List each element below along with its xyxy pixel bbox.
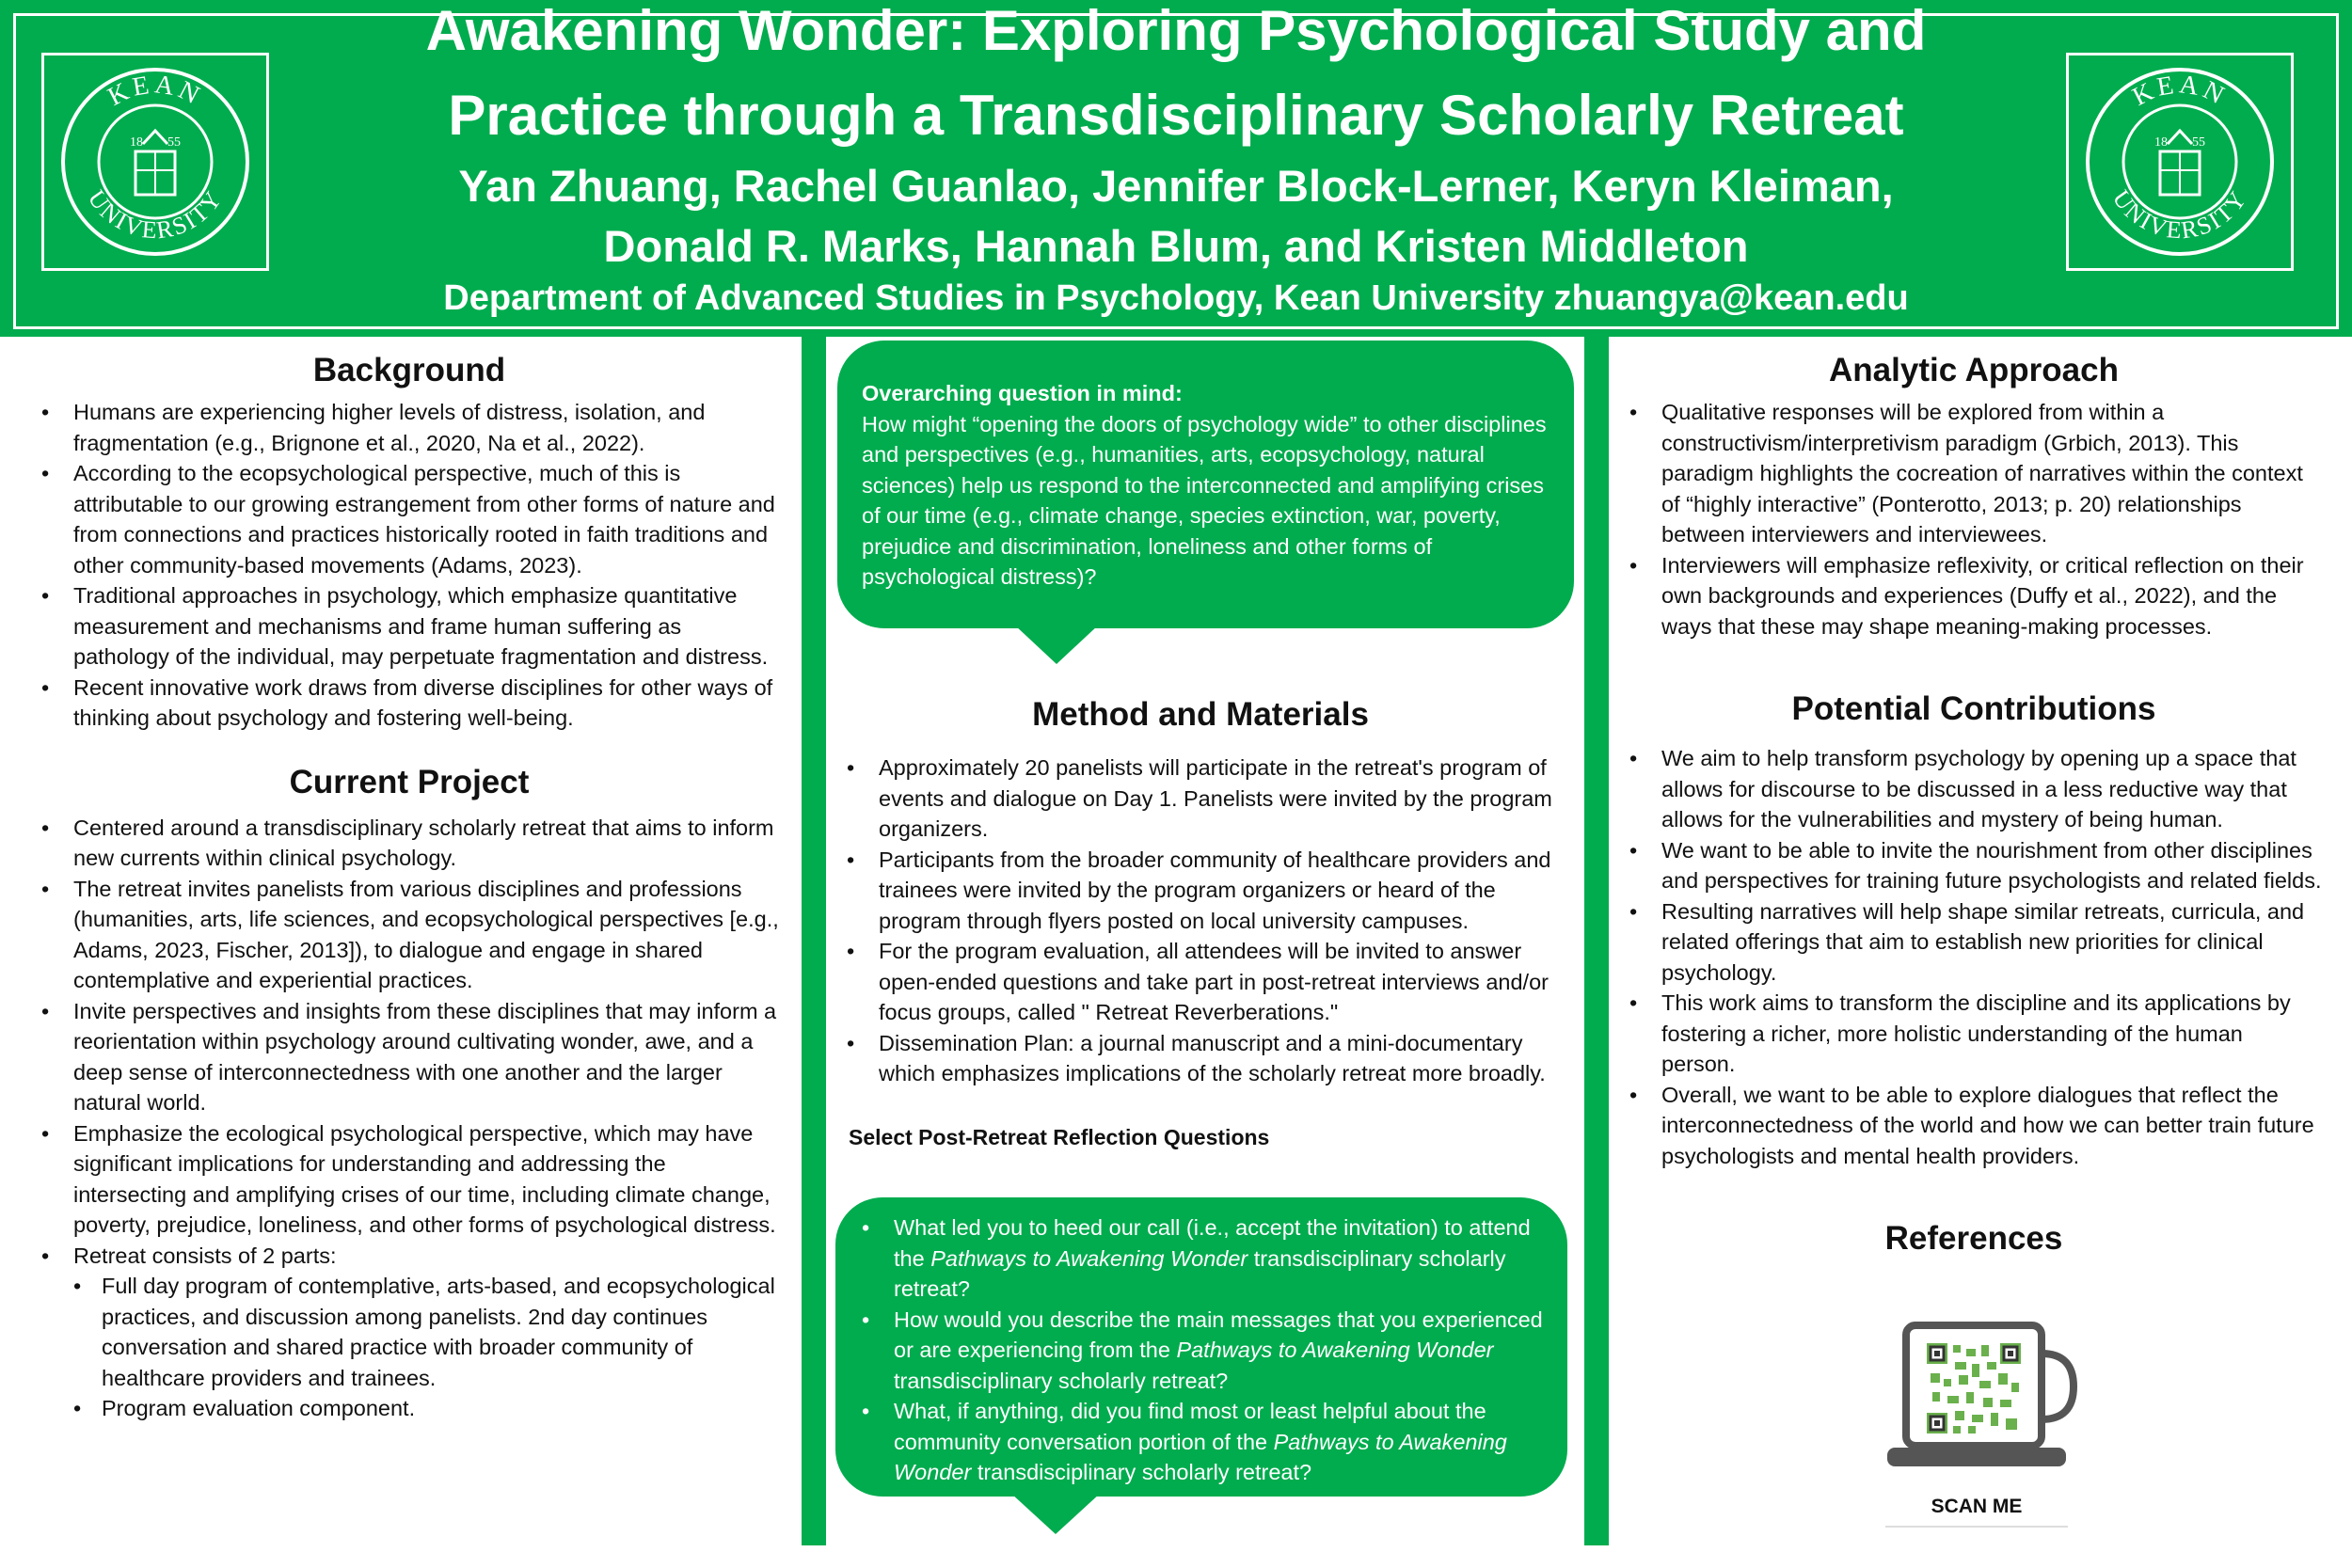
current-project-heading: Current Project bbox=[289, 763, 530, 800]
reflection-question bbox=[858, 1212, 1545, 1305]
seal-text-bottom: UNIVERSITY bbox=[2106, 184, 2253, 245]
seal-text-top: KEAN bbox=[2127, 70, 2233, 112]
list-item: • Overall, we want to be able to explore dialogues that reflect the interconnectedness of the world and how we can better train future psychologists and mental health providers. bbox=[1626, 1080, 2322, 1172]
reflection-questions-bubble bbox=[835, 1197, 1567, 1497]
q1-italic: Pathways to Awakening Wonder bbox=[930, 1245, 1248, 1271]
question-label: Overarching question in mind: bbox=[862, 381, 1183, 405]
seal-year-left: 18 bbox=[130, 135, 143, 150]
seal-emblem-icon bbox=[2083, 65, 2277, 259]
list-item: • For the program evaluation, all attendees will be invited to answer open-ended questions and take part in post-retreat interviews and/or focus groups, called " Retreat Reverberations." bbox=[843, 936, 1558, 1028]
authors-line-2: Donald R. Marks, Hannah Blum, and Kristen Middleton bbox=[603, 221, 1749, 271]
seal-year-right: 55 bbox=[167, 135, 181, 150]
scan-me-label: SCAN ME bbox=[1931, 1496, 2023, 1517]
list-item: • Retreat consists of 2 parts: bbox=[38, 1241, 781, 1272]
sub-list-item: • Full day program of contemplative, arts-based, and ecopsychological practices, and discussion among panelists. 2nd day continues conversation and shared practice with broader community of healthcare providers and trainees. bbox=[70, 1271, 781, 1393]
q2-text: How would you describe the main messages that you experienced or are experiencing from the bbox=[894, 1307, 1543, 1362]
current-project-list bbox=[38, 813, 781, 1272]
references-heading: References bbox=[1884, 1220, 2063, 1257]
q2-text-end: transdisciplinary scholarly retreat? bbox=[894, 1368, 1229, 1393]
qr-mug-icon bbox=[1885, 1321, 2083, 1476]
overarching-question-bubble bbox=[837, 341, 1574, 628]
scan-me-underline bbox=[1885, 1526, 2068, 1528]
sub-list-item: • Program evaluation component. bbox=[70, 1393, 781, 1424]
method-list bbox=[843, 752, 1558, 1089]
reflection-heading: Select Post-Retreat Reflection Questions bbox=[849, 1124, 1270, 1149]
seal-emblem-icon bbox=[58, 65, 252, 259]
list-item: • Centered around a transdisciplinary scholarly retreat that aims to inform new currents within clinical psychology. bbox=[38, 813, 781, 874]
q3-italic: Pathways to Awakening Wonder bbox=[894, 1429, 1507, 1484]
reflection-question-list bbox=[858, 1212, 1545, 1488]
list-item: • This work aims to transform the discipline and its applications by fostering a richer, more holistic understanding of the human person. bbox=[1626, 988, 2322, 1080]
analytic-heading: Analytic Approach bbox=[1829, 352, 2119, 388]
reflection-question bbox=[858, 1305, 1545, 1397]
background-list bbox=[38, 397, 781, 734]
contributions-heading: Potential Contributions bbox=[1791, 690, 2156, 727]
list-item: • The retreat invites panelists from various disciplines and professions (humanities, arts, life sciences, and ecopsychological perspectives [e.g., Adams, 2023, Fischer, 2013]), to dialogue and engage in shared contemplative and experiential practices. bbox=[38, 874, 781, 996]
seal-text-top: KEAN bbox=[103, 70, 208, 112]
department-affiliation: Department of Advanced Studies in Psychology, Kean University zhuangya@kean.edu bbox=[443, 278, 1909, 318]
question-text: How might “opening the doors of psychology wide” to other disciplines and perspectives (e.g., humanities, arts, ecopsychology, natural sciences) help us respond to the interconnected and amplifying crises of our time (e.g., climate change, species extinction, war, poverty, prejudice and discrimination, loneliness and other forms of psychological distress)? bbox=[862, 411, 1547, 589]
q1-text-end: transdisciplinary scholarly retreat? bbox=[894, 1245, 1506, 1301]
list-item: • We want to be able to invite the nourishment from other disciplines and perspectives for training future psychologists and related fields. bbox=[1626, 835, 2322, 896]
q3-text-end: transdisciplinary scholarly retreat? bbox=[971, 1460, 1312, 1484]
kean-seal-left bbox=[41, 53, 269, 271]
list-item: • Dissemination Plan: a journal manuscript and a mini-documentary which emphasizes implications of the scholarly retreat more broadly. bbox=[843, 1028, 1558, 1089]
contributions-list bbox=[1626, 743, 2322, 1171]
reflection-question bbox=[858, 1396, 1545, 1488]
kean-seal-right bbox=[2066, 53, 2294, 271]
list-item: • Recent innovative work draws from diverse disciplines for other ways of thinking about psychology and fostering well-being. bbox=[38, 673, 781, 734]
poster-title-line-2: Practice through a Transdisciplinary Scholarly Retreat bbox=[448, 84, 1904, 147]
q2-italic: Pathways to Awakening Wonder bbox=[1176, 1338, 1494, 1362]
q1-text: What led you to heed our call (i.e., accept the invitation) to attend the bbox=[894, 1215, 1531, 1271]
list-item: • Qualitative responses will be explored from within a constructivism/interpretivism paradigm (Grbich, 2013). This paradigm highlights the cocreation of narratives within the context of “highly interactive” (Ponterotto, 2013; p. 20) relationships between interviewers and interviewees. bbox=[1626, 397, 2322, 550]
analytic-list bbox=[1626, 397, 2322, 641]
q3-text: What, if anything, did you find most or least helpful about the community conversation portion of the bbox=[894, 1399, 1486, 1454]
list-item: • Participants from the broader community of healthcare providers and trainees were invited by the program organizers or heard of the program through flyers posted on local university campuses. bbox=[843, 845, 1558, 937]
references-qr-code[interactable] bbox=[1885, 1321, 2083, 1518]
list-item: • Approximately 20 panelists will participate in the retreat's program of events and dialogue on Day 1. Panelists were invited by the program organizers. bbox=[843, 752, 1558, 845]
list-item: • Invite perspectives and insights from these disciplines that may inform a reorientation within psychology around cultivating wonder, awe, and a deep sense of interconnectedness with one another and the larger natural world. bbox=[38, 996, 781, 1118]
list-item: • Emphasize the ecological psychological perspective, which may have significant implications for understanding and addressing the intersecting and amplifying crises of our time, including climate change, poverty, prejudice, loneliness, and other forms of psychological distress. bbox=[38, 1118, 781, 1241]
list-item: • Humans are experiencing higher levels of distress, isolation, and fragmentation (e.g., Brignone et al., 2020, Na et al., 2022). bbox=[38, 397, 781, 458]
column-divider-left bbox=[802, 337, 826, 1545]
seal-year-left: 18 bbox=[2154, 135, 2168, 150]
list-item: • Interviewers will emphasize reflexivity, or critical reflection on their own backgrounds and experiences (Duffy et al., 2022), and the ways that these may shape meaning-making processes. bbox=[1626, 550, 2322, 642]
method-section bbox=[843, 694, 1558, 1150]
method-heading: Method and Materials bbox=[1032, 696, 1369, 733]
column-divider-right bbox=[1584, 337, 1609, 1545]
seal-year-right: 55 bbox=[2192, 135, 2205, 150]
seal-text-bottom: UNIVERSITY bbox=[82, 184, 229, 245]
left-column bbox=[38, 350, 781, 1424]
authors-line-1: Yan Zhuang, Rachel Guanlao, Jennifer Block-Lerner, Keryn Kleiman, bbox=[458, 161, 1894, 211]
list-item: • According to the ecopsychological perspective, much of this is attributable to our growing estrangement from other forms of nature and from connections and practices historically rooted in faith traditions and other community-based movements (Adams, 2023). bbox=[38, 458, 781, 580]
poster-title-line-1: Awakening Wonder: Exploring Psychological Study and bbox=[425, 0, 1927, 62]
list-item: • Traditional approaches in psychology, which emphasize quantitative measurement and mechanisms and frame human suffering as pathology of the individual, may perpetuate fragmentation and distress. bbox=[38, 580, 781, 673]
list-item: • We aim to help transform psychology by opening up a space that allows for discourse to be discussed in a less reductive way that allows for the vulnerabilities and mystery of being human. bbox=[1626, 743, 2322, 835]
background-heading: Background bbox=[312, 352, 506, 388]
bubble-pointer-icon bbox=[1014, 625, 1099, 666]
right-column bbox=[1626, 350, 2322, 1259]
poster-header bbox=[0, 0, 2352, 337]
bubble-pointer-icon bbox=[1010, 1493, 1101, 1536]
list-item: • Resulting narratives will help shape similar retreats, curricula, and related offerings that aim to establish new priorities for clinical psychology. bbox=[1626, 896, 2322, 989]
retreat-parts-list bbox=[38, 1271, 781, 1424]
